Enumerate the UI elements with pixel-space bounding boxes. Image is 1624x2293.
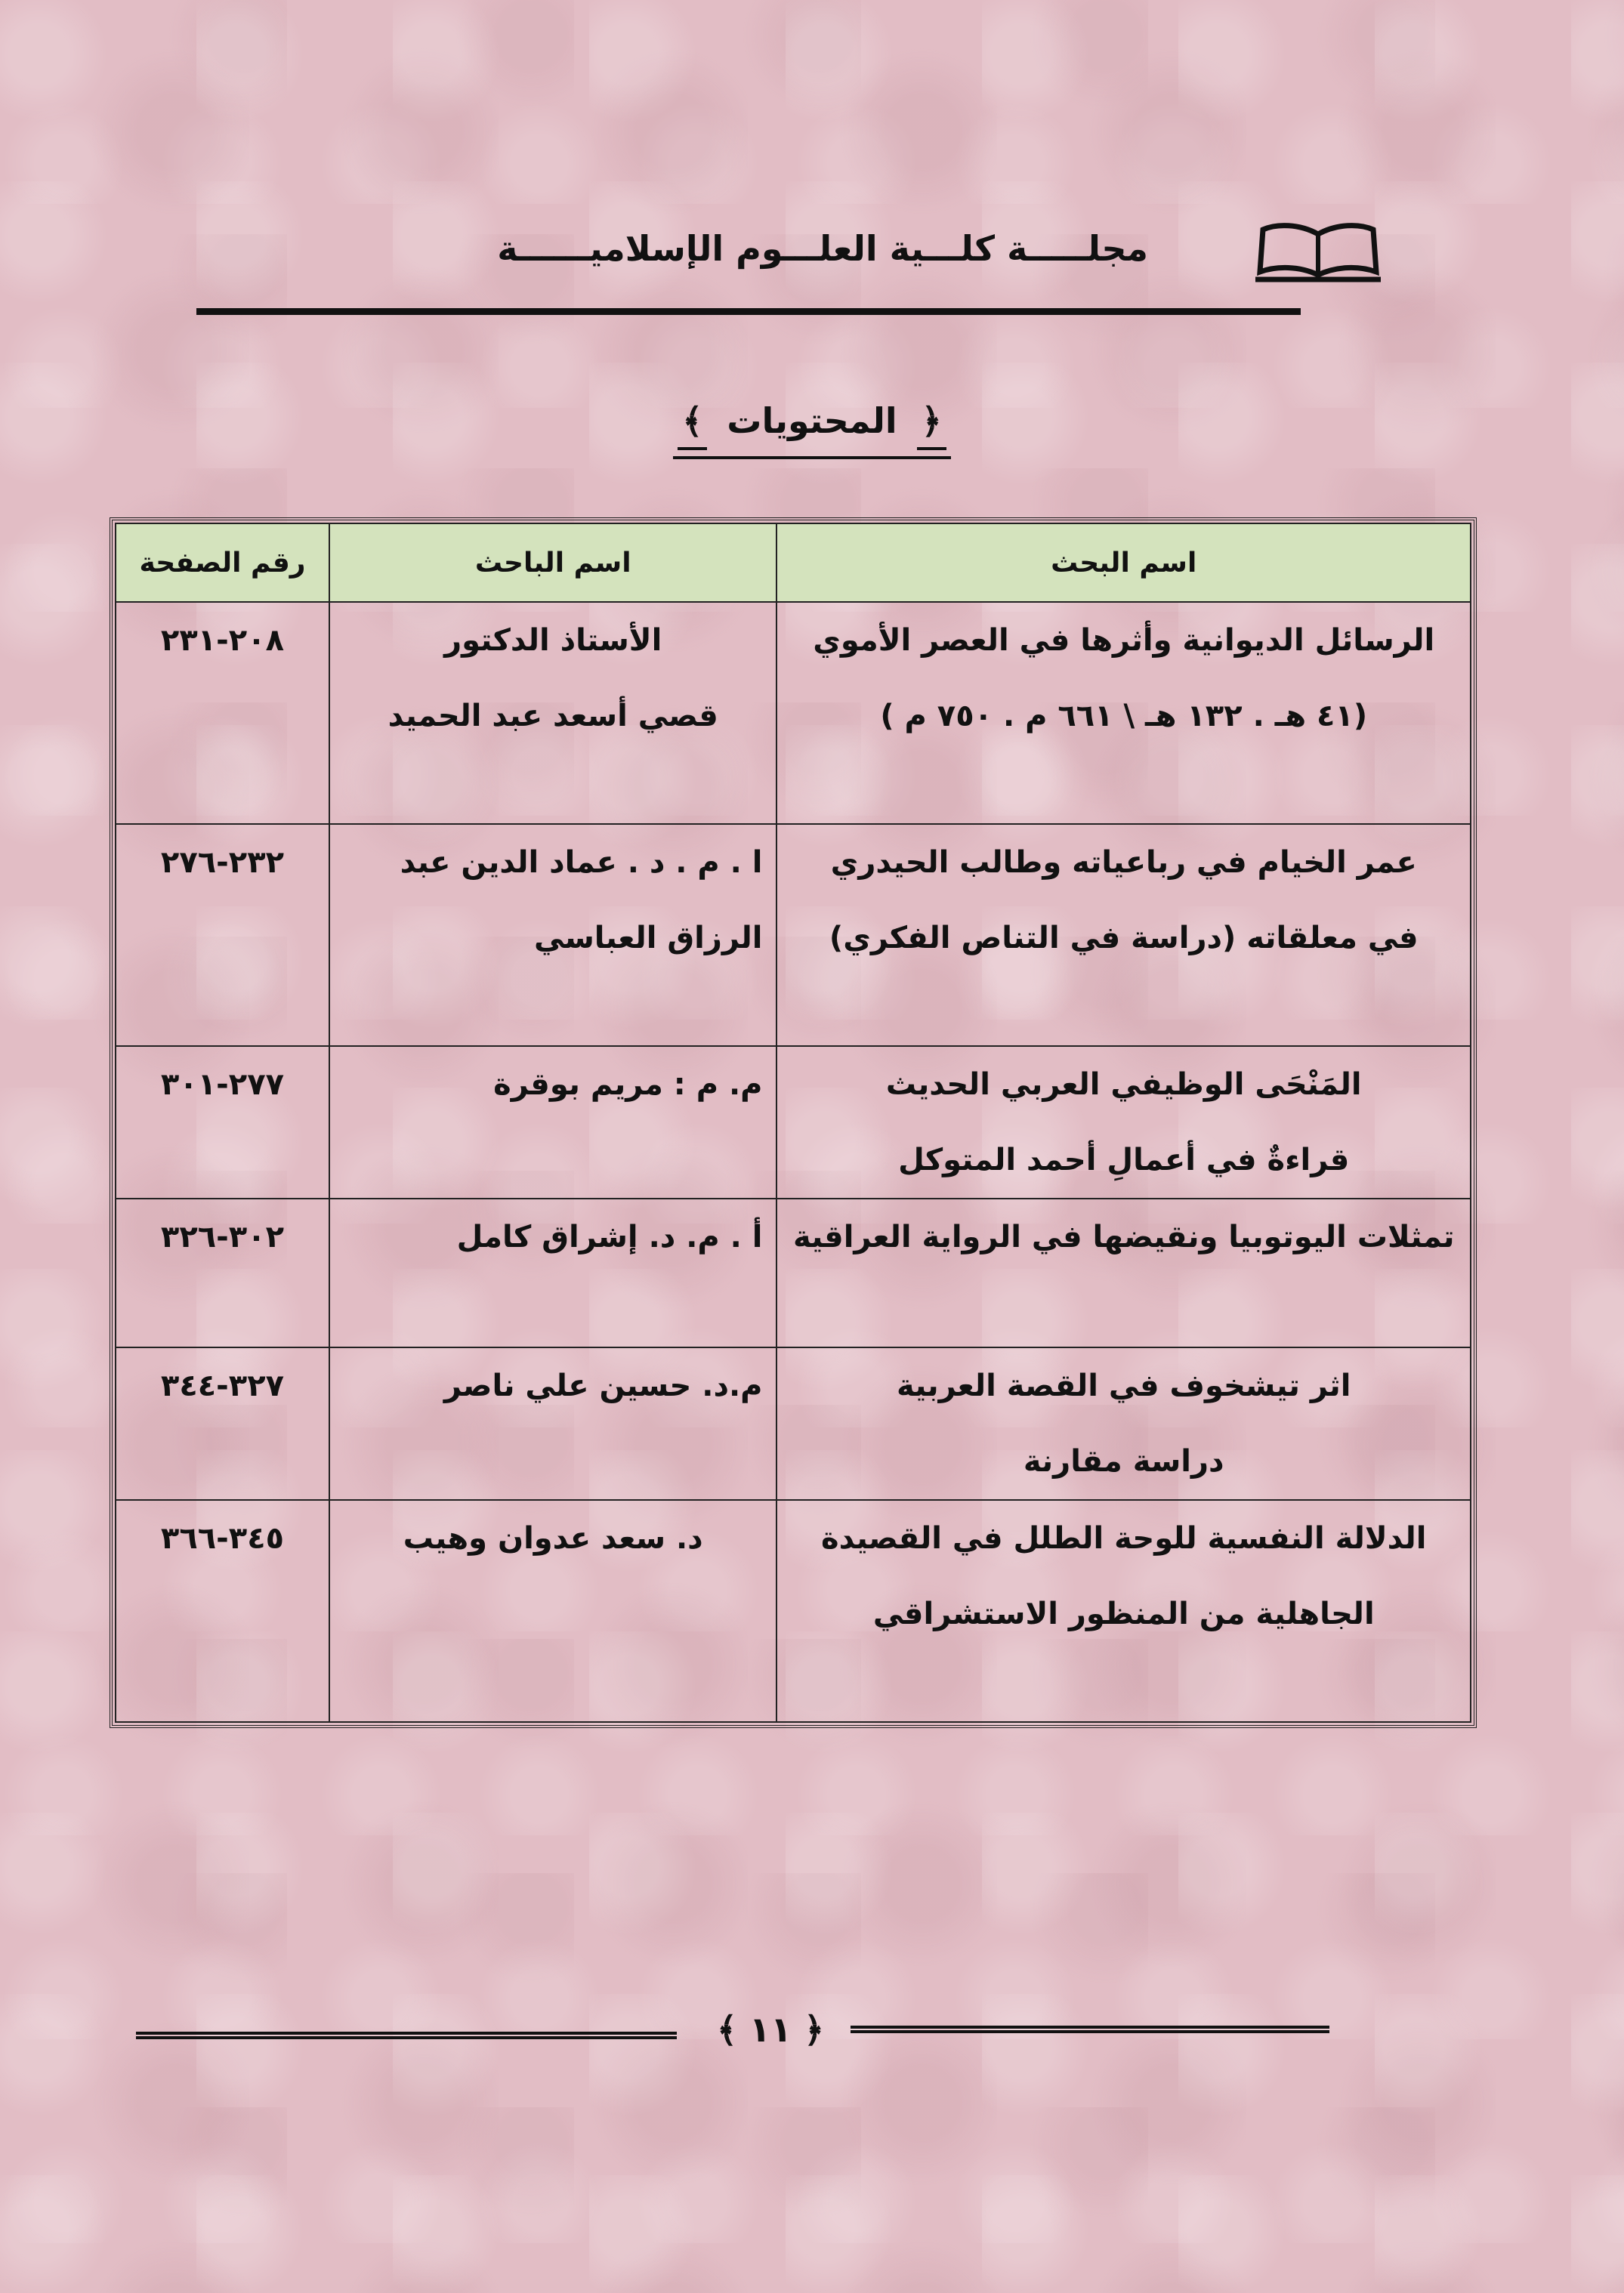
column-header-author: اسم الباحث — [329, 523, 777, 602]
footer-rule-left — [136, 2032, 677, 2039]
article-author: ا . م . د . عماد الدين عبد الرزاق العباسي — [329, 824, 777, 1046]
article-author: م. م : مريم بوقرة — [329, 1046, 777, 1199]
journal-header — [196, 219, 1382, 325]
article-title: الرسائل الديوانية وأثرها في العصر الأموي (٤١ هـ . ١٣٢ هـ \ ٦٦١ م . ٧٥٠ م ) — [776, 602, 1471, 824]
article-title: الدلالة النفسية للوحة الطلل في القصيدة الجاهلية من المنظور الاستشراقي — [776, 1500, 1471, 1722]
article-title: عمر الخيام في رباعياته وطالب الحيدري في معلقاته (دراسة في التناص الفكري) — [776, 824, 1471, 1046]
table-row — [116, 1046, 1471, 1199]
header-rule — [196, 308, 1301, 315]
table-row — [116, 1199, 1471, 1347]
page-range: ٣٠٢-٣٢٦ — [116, 1199, 329, 1347]
article-title: تمثلات اليوتوبيا ونقيضها في الرواية العراقية — [776, 1199, 1471, 1347]
journal-title: مجلـــــة كلـــية العلـــوم الإسلاميــــــة — [497, 228, 1148, 269]
page-range: ٢٣٢-٢٧٦ — [116, 824, 329, 1046]
article-author: الأستاذ الدكتور قصي أسعد عبد الحميد — [329, 602, 777, 824]
contents-heading — [0, 400, 1624, 459]
article-author: م.د. حسين علي ناصر — [329, 1347, 777, 1500]
column-header-title: اسم البحث — [776, 523, 1471, 602]
table-header-row — [116, 523, 1471, 602]
article-title: اثر تيشخوف في القصة العربية دراسة مقارنة — [776, 1347, 1471, 1500]
table-row — [116, 602, 1471, 824]
page-range: ٢٧٧-٣٠١ — [116, 1046, 329, 1199]
article-author: أ . م. د. إشراق كامل — [329, 1199, 777, 1347]
open-book-icon — [1254, 219, 1382, 287]
article-author: د. سعد عدوان وهيب — [329, 1500, 777, 1722]
ornament-left: ﴾ — [678, 400, 707, 450]
table-row — [116, 1500, 1471, 1722]
column-header-pages: رقم الصفحة — [116, 523, 329, 602]
table-row — [116, 1347, 1471, 1500]
page-range: ٣٢٧-٣٤٤ — [116, 1347, 329, 1500]
contents-table — [110, 517, 1477, 1728]
footer-rule-right — [851, 2026, 1329, 2033]
page-footer — [136, 2009, 1329, 2069]
page-number: ﴿ ١١ ﴾ — [716, 2009, 825, 2050]
page-range: ٢٠٨-٢٣١ — [116, 602, 329, 824]
page-range: ٣٤٥-٣٦٦ — [116, 1500, 329, 1722]
table-row — [116, 824, 1471, 1046]
contents-title: المحتويات — [727, 400, 897, 441]
article-title: المَنْحَى الوظيفي العربي الحديث قراءةٌ في أعمالِ أحمد المتوكل — [776, 1046, 1471, 1199]
ornament-right: ﴿ — [917, 400, 946, 450]
